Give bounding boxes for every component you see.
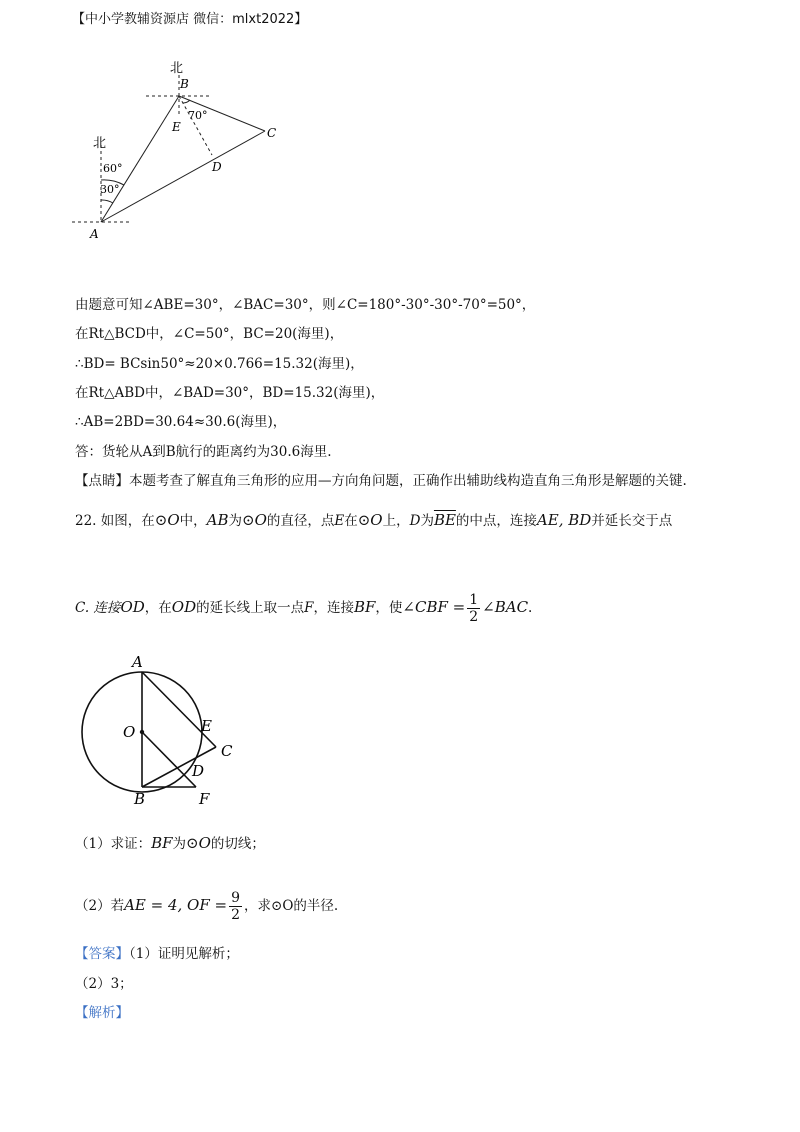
question-22-line-1 [75,510,672,531]
segment-bd [179,96,212,155]
segment-ac [101,131,265,222]
q22-line2-text-5: ，使 [375,600,403,616]
math-bf: BF [151,834,173,852]
label-o: O [123,723,136,741]
answer-part-2: （2）3； [75,976,133,992]
arc-be: $\overline{BE}$ [433,511,456,529]
q22-line2-text-4: ，连接 [313,600,354,616]
angle-70-arc [183,100,190,103]
answer-tag: 【答案】 [75,946,129,962]
north-label-top: 北 [170,61,184,76]
math-f: F [304,600,314,616]
answer-line-1 [75,944,239,964]
q22-text-4: 的直径，点 [266,513,335,529]
q22-line2-text-1: C. 连接 [75,600,121,616]
label-a: A [90,227,99,241]
label-a: A [132,653,143,671]
q22-line2-text-3: 的延长线上取一点 [196,600,305,616]
fraction-denominator: 2 [469,609,479,625]
q22-text-2: 中， [179,513,207,529]
q22-text-5: 在 [344,513,358,529]
part1-text-3: 的切线； [210,836,265,852]
q22-text-9: 并延长交于点 [591,513,673,529]
label-b: B [180,77,189,91]
solution-line-2: 在Rt△BCD中，∠C=50°，BC=20(海里)， [75,326,344,342]
question-22-line-2 [75,592,532,625]
math-od: OD [171,598,197,616]
math-cbf: ∠CBF = [402,598,466,616]
math-ab: AB [206,511,229,529]
page-header: 【中小学教辅资源店 微信：mlxt2022】 [72,12,308,27]
sub-question-2 [75,890,338,923]
circle-o-symbol: ⊙O [357,511,383,529]
label-c: C [267,126,277,140]
math-d: D [409,513,421,529]
fraction-numerator: 1 [469,592,479,608]
solution-line-6: 答：货轮从A到B航行的距离约为30.6海里. [75,444,332,460]
fraction-numerator: 9 [231,890,241,906]
part2-text-2: ，求⊙O的半径. [244,898,339,914]
segment-ac [142,672,216,747]
math-condition: AE = 4, OF = [124,896,228,914]
sub-question-1 [75,833,265,854]
north-label-left: 北 [93,136,107,151]
label-f: F [199,790,210,808]
fraction-nine-halves [229,890,242,923]
q22-text-1: 22. 如图，在 [75,513,155,529]
bearing-diagram [60,55,300,245]
label-e: E [201,717,212,735]
angle-30-label: 30° [100,183,120,196]
fraction-half [467,592,480,625]
q22-line2-text-2: ，在 [144,600,172,616]
math-ae-bd: AE, BD [536,511,592,529]
part1-text-2: 为 [172,836,187,852]
q22-text-3: 为 [228,513,242,529]
part1-text-1: （1）求证： [75,836,152,852]
circle-o-symbol: ⊙O [154,511,180,529]
math-e: E [334,513,345,529]
circle-o-symbol: ⊙O [186,834,211,852]
segment-of [142,732,196,787]
solution-line-3: ∴BD= BCsin50°≈20×0.766=15.32(海里)， [75,356,364,372]
q22-text-7: 为 [420,513,434,529]
part2-text-1: （2）若 [75,898,125,914]
segment-bc [142,747,216,787]
q22-line2-end: . [528,600,533,616]
q22-text-8: 的中点，连接 [455,513,537,529]
center-point-o [140,730,144,734]
solution-line-5: ∴AB=2BD=30.64≈30.6(海里)， [75,414,287,430]
analysis-tag: 【解析】 [75,1005,129,1021]
solution-line-4: 在Rt△ABD中，∠BAD=30°，BD=15.32(海里)， [75,385,385,401]
label-d: D [212,160,222,174]
math-od: OD [120,598,145,616]
answer-part-1: （1）证明见解析； [129,946,239,962]
q22-text-6: 上， [382,513,410,529]
label-c: C [221,742,233,760]
label-e: E [172,120,181,134]
label-b: B [134,790,146,808]
key-point-note: 【点睛】本题考查了解直角三角形的应用—方向角问题，正确作出辅助线构造直角三角形是解题的关键. [75,473,687,489]
solution-line-1: 由题意可知∠ABE=30°，∠BAC=30°，则∠C=180°-30°-30°-70°=50°， [75,297,536,313]
angle-60-label: 60° [103,162,123,175]
circle-o-symbol: ⊙O [242,511,267,529]
math-bf: BF [353,598,376,616]
label-d: D [192,762,205,780]
math-bac: ∠BAC [482,598,529,616]
circle-diagram [75,650,255,810]
angle-30-arc [101,200,113,203]
angle-70-label: 70° [188,109,208,122]
fraction-denominator: 2 [231,907,241,923]
